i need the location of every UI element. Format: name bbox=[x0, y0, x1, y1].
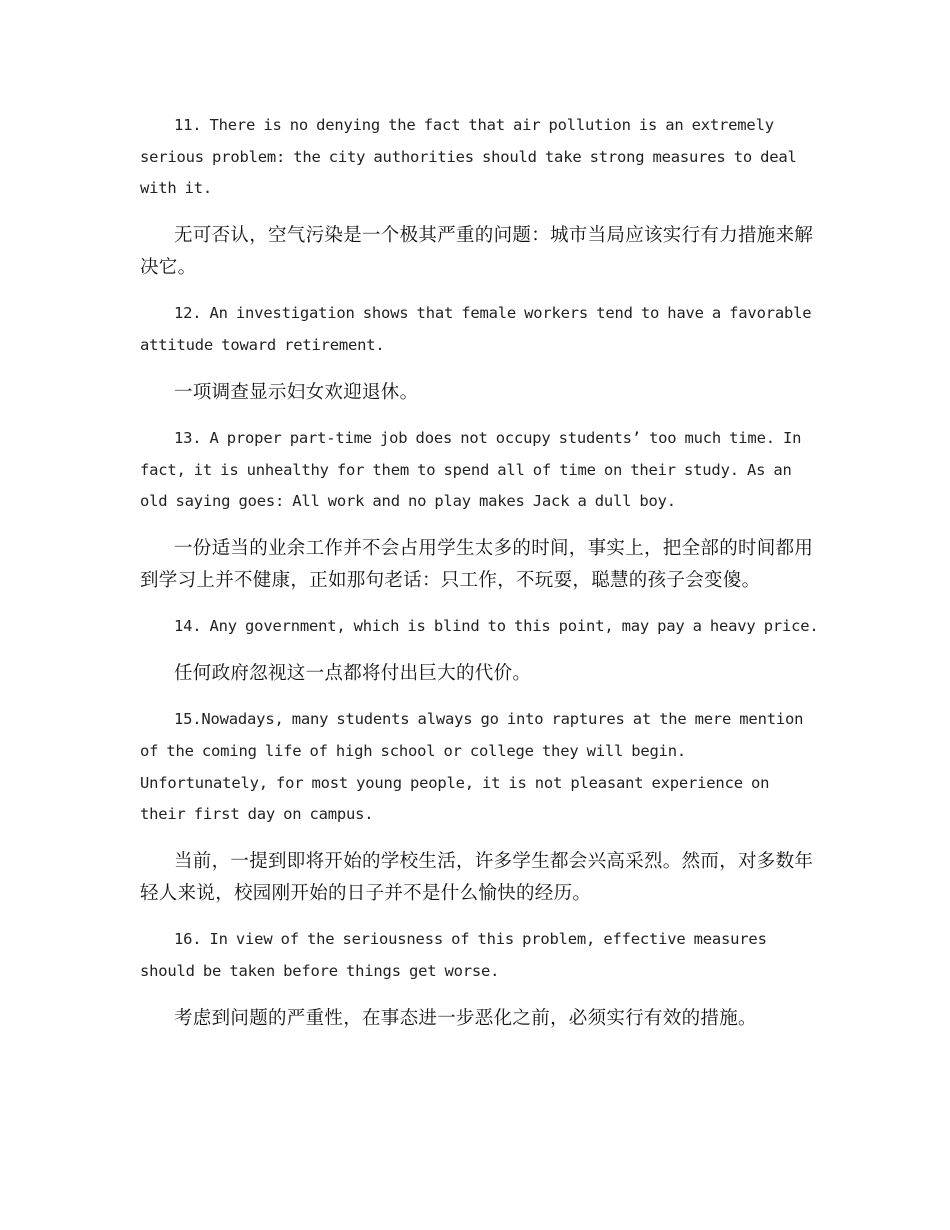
sentence-11-chinese: 无可否认，空气污染是一个极其严重的问题：城市当局应该实行有力措施来解决它。 bbox=[140, 225, 814, 278]
sentence-12-chinese: 一项调查显示妇女欢迎退休。 bbox=[174, 381, 419, 403]
sentence-13-english: 13. A proper part-time job does not occupy students’ too much time. In fact, it is unhealthy for them to spend all of time on their study. As an old saying goes: All work and no play makes Jack a dull boy. bbox=[140, 429, 802, 511]
sentence-12-english: 12. An investigation shows that female workers tend to have a favorable attitude toward retirement. bbox=[140, 304, 812, 354]
sentence-11-english: 11. There is no denying the fact that air pollution is an extremely serious problem: the city authorities should take strong measures to deal with it. bbox=[140, 116, 797, 198]
sentence-15-chinese: 当前，一提到即将开始的学校生活，许多学生都会兴高采烈。然而，对多数年轻人来说，校园刚开始的日子并不是什么愉快的经历。 bbox=[140, 851, 814, 904]
sentence-16-chinese: 考虑到问题的严重性，在事态进一步恶化之前，必须实行有效的措施。 bbox=[174, 1007, 757, 1029]
sentence-14-chinese: 任何政府忽视这一点都将付出巨大的代价。 bbox=[174, 662, 532, 684]
sentence-15-english: 15.Nowadays, many students always go into raptures at the mere mention of the coming life of high school or college they will begin. Unfortunately, for most young people, it is not pleasant experience on their first day on campus. bbox=[140, 710, 804, 824]
sentence-16-english: 16. In view of the seriousness of this problem, effective measures should be taken before things get worse. bbox=[140, 930, 767, 980]
sentence-13-chinese: 一份适当的业余工作并不会占用学生太多的时间，事实上，把全部的时间都用到学习上并不健康，正如那句老话：只工作，不玩耍，聪慧的孩子会变傻。 bbox=[140, 538, 814, 591]
sentence-14-english: 14. Any government, which is blind to this point, may pay a heavy price. bbox=[174, 617, 819, 636]
document-body bbox=[140, 110, 820, 1049]
